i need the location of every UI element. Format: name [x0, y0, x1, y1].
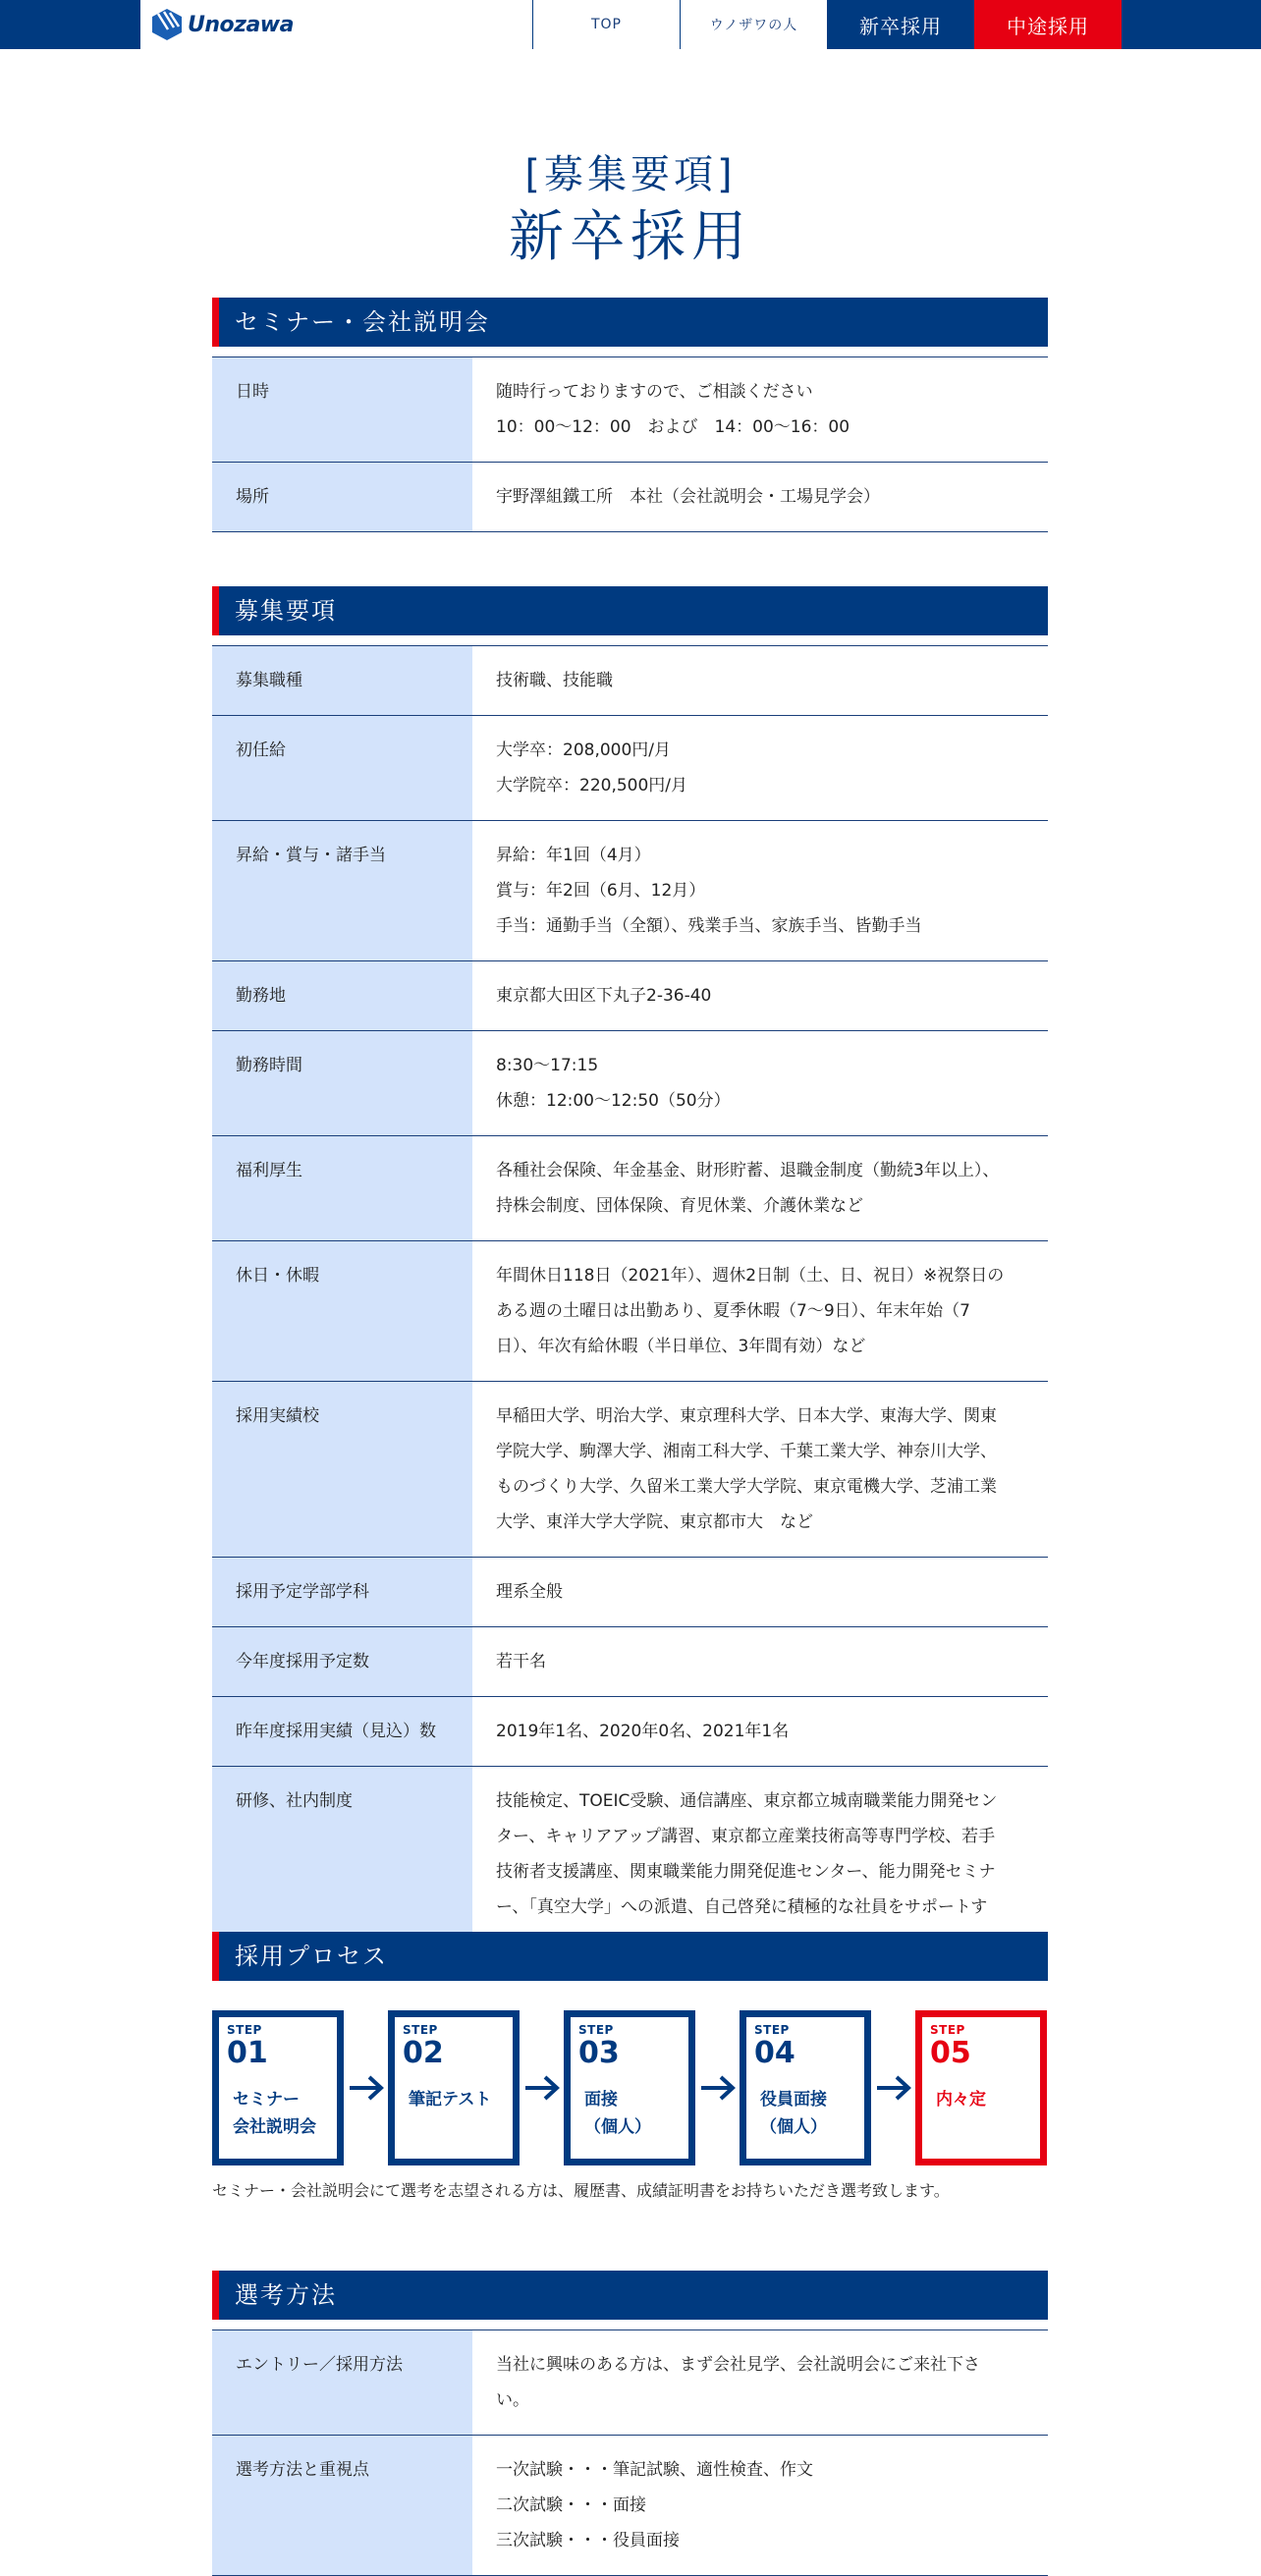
row-value: [472, 1382, 1048, 1557]
row-value-line: 宇野澤組鐵工所 本社（会社説明会・工場見学会）: [496, 487, 880, 507]
top-bar: [0, 0, 1261, 49]
row-value-line: ものづくり大学、久留米工業大学大学院、東京電機大学、芝浦工業: [496, 1477, 997, 1497]
row-value: [472, 1136, 1048, 1240]
process-steps: [212, 2010, 1048, 2165]
selection-section: [212, 2271, 1048, 2576]
arrow-right-icon: [344, 2068, 388, 2108]
header-nav: [140, 0, 1122, 49]
process-step-3: [564, 2010, 695, 2165]
row-value: [472, 1697, 1048, 1766]
row-value-line: 技術職、技能職: [496, 671, 613, 690]
row-label: 勤務地: [212, 961, 472, 1030]
row-value-line: 早稲田大学、明治大学、東京理科大学、日本大学、東海大学、関東: [496, 1406, 997, 1426]
row-value: [472, 1031, 1048, 1135]
row-value-line: 東京都大田区下丸子2-36-40: [496, 986, 712, 1006]
page-title: 新卒採用: [509, 205, 752, 269]
table-row: [212, 2330, 1048, 2436]
step-label: STEP: [578, 2023, 614, 2037]
step-name: [403, 2086, 505, 2113]
page-title-block: [0, 149, 1261, 271]
arrow-right-icon: [871, 2068, 915, 2108]
row-value: [472, 2330, 1048, 2435]
step-label: STEP: [227, 2023, 262, 2037]
process-note: セミナー・会社説明会にて選考を志望される方は、履歴書、成績証明書をお持ちいただき選考致します。: [212, 2181, 950, 2200]
requirements-table: [212, 645, 1048, 1978]
row-value: [472, 1627, 1048, 1696]
step-number: 04: [754, 2036, 795, 2070]
row-value-line: い。: [496, 2390, 529, 2410]
row-value-line: 日）、年次有給休暇（半日単位、3年間有効）など: [496, 1337, 866, 1356]
logo-text: Unozawa: [188, 12, 294, 37]
row-value-line: 8:30～17:15: [496, 1056, 599, 1075]
row-value: [472, 1241, 1048, 1381]
process-step-1: [212, 2010, 344, 2165]
selection-table: [212, 2329, 1048, 2576]
row-value-line: 三次試験・・・役員面接: [496, 2531, 680, 2550]
row-value-line: 若干名: [496, 1652, 546, 1672]
row-value-line: 2019年1名、2020年0名、2021年1名: [496, 1722, 790, 1741]
step-name: [754, 2086, 856, 2141]
row-value-line: 持株会制度、団体保険、育児休業、介護休業など: [496, 1196, 863, 1216]
step-number: 05: [930, 2036, 971, 2070]
process-section: [212, 1932, 1048, 2203]
table-row: [212, 1241, 1048, 1382]
row-value-line: 大学卒：208,000円/月: [496, 740, 672, 760]
row-value-line: ター、キャリアアップ講習、東京都立産業技術高等専門学校、若手: [496, 1827, 996, 1846]
row-value-line: 各種社会保険、年金基金、財形貯蓄、退職金制度（勤続3年以上）、: [496, 1161, 1000, 1180]
step-name: [930, 2086, 1032, 2113]
table-row: [212, 1558, 1048, 1627]
process-step-2: [388, 2010, 520, 2165]
row-value-line: 休憩：12:00～12:50（50分）: [496, 1091, 731, 1111]
step-name-line: 面接: [584, 2090, 618, 2110]
table-row: [212, 1382, 1048, 1558]
step-name: [578, 2086, 681, 2141]
arrow-right-icon: [520, 2068, 564, 2108]
row-value: [472, 1558, 1048, 1626]
row-label: 採用予定学部学科: [212, 1558, 472, 1626]
nav-links: [532, 0, 1122, 49]
row-label: エントリー／採用方法: [212, 2330, 472, 2435]
step-label: STEP: [930, 2023, 965, 2037]
row-value-line: 技能検定、TOEIC受験、通信講座、東京都立城南職業能力開発セン: [496, 1791, 998, 1811]
row-label: 初任給: [212, 716, 472, 820]
row-value: [472, 646, 1048, 715]
table-row: [212, 961, 1048, 1031]
nav-new-graduate[interactable]: 新卒採用: [827, 0, 974, 49]
arrow-right-icon: [695, 2068, 740, 2108]
row-label: 今年度採用予定数: [212, 1627, 472, 1696]
row-label: 選考方法と重視点: [212, 2436, 472, 2575]
row-value-line: ー、「真空大学」への派遣、自己啓発に積極的な社員をサポートす: [496, 1897, 988, 1917]
step-label: STEP: [403, 2023, 438, 2037]
table-row: [212, 646, 1048, 716]
row-label: 研修、社内制度: [212, 1767, 472, 1977]
process-heading: 採用プロセス: [212, 1932, 1048, 1981]
row-label: 日時: [212, 357, 472, 462]
step-name-line: 筆記テスト: [409, 2090, 492, 2110]
row-value-line: 手当：通勤手当（全額）、残業手当、家族手当、皆勤手当: [496, 916, 922, 936]
requirements-section: [212, 586, 1048, 1978]
row-label: 採用実績校: [212, 1382, 472, 1557]
row-value-line: 年間休日118日（2021年）、週休2日制（土、日、祝日）※祝祭日の: [496, 1266, 1005, 1286]
row-value-line: 学院大学、駒澤大学、湘南工科大学、千葉工業大学、神奈川大学、: [496, 1442, 997, 1461]
table-row: [212, 1627, 1048, 1697]
table-row: [212, 2436, 1048, 2576]
row-value-line: 大学、東洋大学大学院、東京都市大 など: [496, 1512, 813, 1532]
row-value: [472, 463, 1048, 531]
step-name-line: セミナー: [233, 2090, 300, 2110]
row-value-line: 10：00～12：00 および 14：00～16：00: [496, 417, 850, 437]
row-value: [472, 2436, 1048, 2575]
row-label: 昨年度採用実績（見込）数: [212, 1697, 472, 1766]
nav-top[interactable]: TOP: [532, 0, 680, 49]
process-step-5: [915, 2010, 1047, 2165]
row-label: 休日・休暇: [212, 1241, 472, 1381]
row-label: 昇給・賞与・諸手当: [212, 821, 472, 960]
seminar-section: [212, 298, 1048, 532]
table-row: [212, 1031, 1048, 1136]
nav-mid-career[interactable]: 中途採用: [974, 0, 1122, 49]
row-label: 募集職種: [212, 646, 472, 715]
table-row: [212, 357, 1048, 463]
row-value-line: 一次試験・・・筆記試験、適性検査、作文: [496, 2460, 813, 2480]
row-value-line: 理系全般: [496, 1582, 563, 1602]
step-number: 03: [578, 2036, 620, 2070]
row-value-line: 技術者支援講座、関東職業能力開発促進センター、能力開発セミナ: [496, 1862, 996, 1882]
step-number: 02: [403, 2036, 444, 2070]
step-name-line: （個人）: [584, 2117, 651, 2137]
row-label: 勤務時間: [212, 1031, 472, 1135]
step-number: 01: [227, 2036, 268, 2070]
step-name: [227, 2086, 329, 2141]
row-value-line: 昇給：年1回（4月）: [496, 846, 651, 865]
row-value-line: 大学院卒：220,500円/月: [496, 776, 688, 795]
logo-icon: [150, 8, 184, 41]
nav-people[interactable]: ウノザワの人: [680, 0, 827, 49]
step-name-line: （個人）: [760, 2117, 827, 2137]
row-label: 場所: [212, 463, 472, 531]
step-label: STEP: [754, 2023, 790, 2037]
step-name-line: 役員面接: [760, 2090, 827, 2110]
seminar-heading: セミナー・会社説明会: [212, 298, 1048, 347]
page-subtitle: [募集要項]: [524, 152, 737, 197]
logo[interactable]: [150, 6, 294, 43]
table-row: [212, 463, 1048, 532]
table-row: [212, 1697, 1048, 1767]
row-value-line: ある週の土曜日は出勤あり、夏季休暇（7～9日）、年末年始（7: [496, 1301, 970, 1321]
row-label: 福利厚生: [212, 1136, 472, 1240]
seminar-table: [212, 356, 1048, 532]
table-row: [212, 821, 1048, 961]
row-value-line: 二次試験・・・面接: [496, 2495, 646, 2515]
row-value-line: 賞与：年2回（6月、12月）: [496, 881, 706, 901]
table-row: [212, 1136, 1048, 1241]
row-value-line: 当社に興味のある方は、まず会社見学、会社説明会にご来社下さ: [496, 2355, 980, 2375]
requirements-heading: 募集要項: [212, 586, 1048, 635]
selection-heading: 選考方法: [212, 2271, 1048, 2320]
row-value: [472, 716, 1048, 820]
process-step-4: [740, 2010, 871, 2165]
row-value: [472, 821, 1048, 960]
table-row: [212, 716, 1048, 821]
row-value: [472, 357, 1048, 462]
step-name-line: 内々定: [936, 2090, 986, 2110]
row-value: [472, 961, 1048, 1030]
row-value-line: 随時行っておりますので、ご相談ください: [496, 382, 813, 402]
step-name-line: 会社説明会: [233, 2117, 316, 2137]
